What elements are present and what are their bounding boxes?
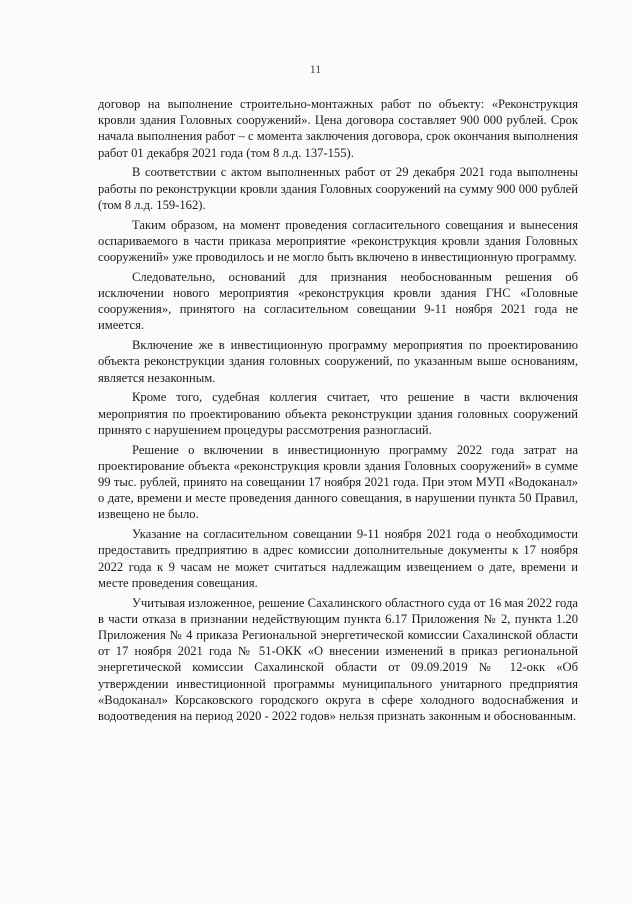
paragraph-meeting-decision: Решение о включении в инвестиционную программу 2022 года затрат на проектирование объекта «реконструкция кровли здания Головных сооружений» в сумме 99 тыс. рублей, принято на совещании 17 ноября 2021 года. При этом МУП «Водоканал» о дате, времени и месте проведения данного совещания, в нарушении пункта 50 Правил, извещено не было. xyxy=(98,442,578,522)
paragraph-improper-notice: Указание на согласительном совещании 9-11 ноября 2021 года о необходимости предоставить предприятию в адрес комиссии дополнительные документы к 17 ноября 2022 года к 9 часам не может считаться надлежащим извещением о дате, времени и месте проведения совещания. xyxy=(98,527,578,590)
paragraph-procedure-violation: Кроме того, судебная коллегия считает, что решение в части включения мероприятия по проектированию объекта реконструкции здания головных сооружений принято с нарушением процедуры рассмотрения разногласий. xyxy=(98,390,578,437)
paragraph-no-grounds: Следовательно, оснований для признания необоснованным решения об исключении нового мероприятия «реконструкция кровли здания ГНС «Головные сооружения», принятого на согласительном совещании 9-11 ноября 2021 года не имеется. xyxy=(98,269,578,333)
document-body xyxy=(98,96,578,724)
paragraph-completed-works-act: В соответствии с актом выполненных работ от 29 декабря 2021 года выполнены работы по реконструкции кровли здания Головных сооружений на сумму 900 000 рублей (том 8 л.д. 159-162). xyxy=(98,165,578,212)
paragraph-conclusion-already-performed: Таким образом, на момент проведения согласительного совещания и вынесения оспариваемого в части приказа мероприятие «реконструкция кровли здания Головных сооружений» уже проводилось и не могло быть включено в инвестиционную программу. xyxy=(98,217,578,265)
page-number: 11 xyxy=(309,62,322,76)
paragraph-contract-terms: договор на выполнение строительно-монтажных работ по объекту: «Реконструкция кровли здания Головных сооружений». Цена договора составляет 900 000 рублей. Срок начала выполнения работ – с момента заключения договора, срок окончания выполнения работ 01 декабря 2021 года (том 8 л.д. 137-155). xyxy=(98,97,578,160)
paragraph-final-ruling: Учитывая изложенное, решение Сахалинского областного суда от 16 мая 2022 года в части отказа в признании недействующим пункта 6.17 Приложения № 2, пункта 1.20 Приложения № 4 приказа Региональной энергетической комиссии Сахалинской области от 17 ноября 2021 года № 51-ОКК «О внесении изменений в приказ региональной энергетической комиссии Сахалинской области от 09.09.2019 № 12-окк «Об утверждении инвестиционной программы муниципального унитарного предприятия «Водоканал» Корсаковского городского округа в сфере холодного водоснабжения и водоотведения на период 2020 - 2022 годов» нельзя признать законным и обоснованным. xyxy=(98,595,578,724)
paragraph-inclusion-unlawful: Включение же в инвестиционную программу мероприятия по проектированию объекта реконструкции здания головных сооружений, по указанным выше основаниям, является незаконным. xyxy=(98,338,578,385)
